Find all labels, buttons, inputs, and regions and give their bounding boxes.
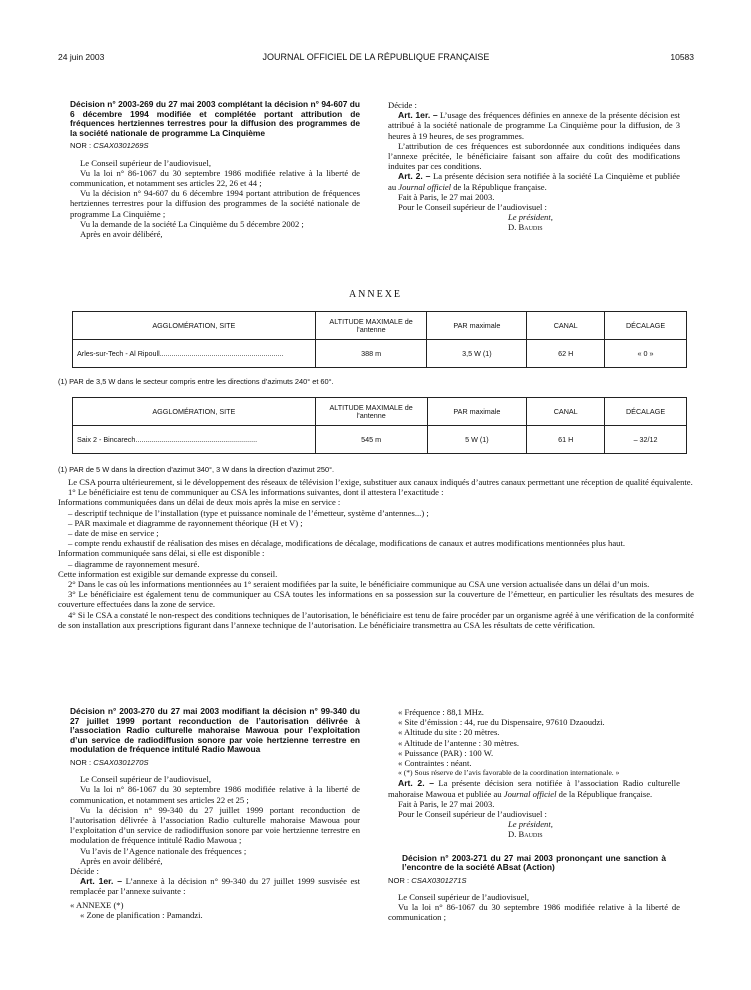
decision-270-art1: Art. 1er. – L’annexe à la décision n° 99-340 du 27 juillet 1999 susvisée est remplacée par l’annexe suivante : xyxy=(70,876,361,897)
decision-269-decide: Décide : xyxy=(388,100,417,110)
decision-269-nor: NOR : CSAX0301269S xyxy=(70,141,149,151)
table-header-row xyxy=(73,398,687,426)
annex-l1: – descriptif technique de l’installation (type et puissance nominale de l’émetteur, système d’antennes...) ; xyxy=(68,507,429,518)
cell-site: Saix 2 - Bincarech............................................................. xyxy=(73,426,316,454)
decision-270-p4: Vu l’avis de l’Agence nationale des fréquences ; xyxy=(80,845,247,856)
decision-270-art2: Art. 2. – La présente décision sera notifiée à l’association Radio culturelle mahoraise Mawoua et publiée au Journal officiel de la République française. xyxy=(388,778,680,799)
decision-269-art1-p2: L’attribution de ces fréquences est subordonnée aux conditions indiquées dans l’annexe précitée, le bénéficiaire faisant son affaire du coût des modifications induites par ces conditions. xyxy=(388,140,680,172)
cell-decalage: « 0 » xyxy=(605,340,687,368)
decision-270-annexe: « ANNEXE (*) xyxy=(70,899,124,910)
decision-269-pour: Pour le Conseil supérieur de l’audiovisuel : xyxy=(398,202,547,213)
table-header-row xyxy=(73,312,687,340)
col-header-decalage: DÉCALAGE xyxy=(605,312,687,340)
decision-269-p5: Après en avoir délibéré, xyxy=(80,229,163,239)
decision-269-p3: Vu la décision n° 94-607 du 6 décembre 1994 portant attribution de fréquences hertziennes terrestres pour la diffusion des programmes de la société nationale de programme La Cinquième ; xyxy=(70,188,360,219)
col-header-site: AGGLOMÉRATION, SITE xyxy=(73,312,316,340)
decision-270-fait: Fait à Paris, le 27 mai 2003. xyxy=(398,798,495,809)
decision-269-fait: Fait à Paris, le 27 mai 2003. xyxy=(398,191,495,202)
table-row xyxy=(73,340,687,368)
col-header-par: PAR maximale xyxy=(427,312,527,340)
annex-p7: 3° Le bénéficiaire est également tenu de communiquer au CSA toutes les informations en sa possession sur la couverture de l’émetteur, en particulier les résultats des mesures de couverture effectuées dans la zone de service. xyxy=(58,589,694,610)
annex-l3: – date de mise en service ; xyxy=(68,528,159,539)
col-header-site: AGGLOMÉRATION, SITE xyxy=(73,398,316,426)
cell-site: Arles-sur-Tech - Al Ripoull.............................................................. xyxy=(73,340,316,368)
table-1-note: (1) PAR de 3,5 W dans le secteur compris entre les directions d’azimuts 240° et 60°. xyxy=(58,377,334,386)
annex-p3: Informations communiquées dans un délai de deux mois après la mise en service : xyxy=(58,497,341,508)
col-header-par: PAR maximale xyxy=(427,398,527,426)
decision-270-title: Décision n° 2003-270 du 27 mai 2003 modifiant la décision n° 99-340 du 27 juillet 1999 portant reconduction de l’autorisation délivrée à l’association Radio culturelle mahoraise Mawoua pour l’exploitation d’un service de radiodiffusion sonore par voie hertzienne terrestre en modulation de fréquence intitulé Radio Mawoua xyxy=(70,706,360,755)
decision-270-constraints: « Contraintes : néant. xyxy=(398,758,472,769)
annexe-title: ANNEXE xyxy=(348,289,403,300)
col-header-decalage: DÉCALAGE xyxy=(605,398,687,426)
cell-altitude: 545 m xyxy=(315,426,427,454)
decision-270-decide: Décide : xyxy=(70,866,99,876)
cell-canal: 62 H xyxy=(527,340,605,368)
decision-270-reserve: « (*) Sous réserve de l’avis favorable de la coordination internationale. » xyxy=(398,768,620,778)
annex-p5: Cette information est exigible sur demande expresse du conseil. xyxy=(58,568,278,579)
annex-p8: 4° Si le CSA a constaté le non-respect des conditions techniques de l’autorisation, le bénéficiaire est tenu de faire procéder par un organisme agréé à une vérification de la conformité de son installation aux prescriptions figurant dans l’annexe technique de l’autorisation. Le bénéficiaire transmettra au CSA les résultats de cette vérification. xyxy=(58,609,694,630)
cell-par: 3,5 W (1) xyxy=(427,340,527,368)
decision-271-p2: Vu la loi n° 86-1067 du 30 septembre 1986 modifiée relative à la liberté de communication ; xyxy=(388,902,680,923)
table-2-note: (1) PAR de 5 W dans la direction d’azimut 340°, 3 W dans la direction d’azimut 250°. xyxy=(58,465,335,474)
decision-270-power: « Puissance (PAR) : 100 W. xyxy=(398,747,494,758)
decision-270-p1: Le Conseil supérieur de l’audiovisuel, xyxy=(80,774,212,785)
decision-269-art2: Art. 2. – La présente décision sera notifiée à la société La Cinquième et publiée au Journal officiel de la République française. xyxy=(388,171,680,192)
decision-270-nor: NOR : CSAX0301270S xyxy=(70,757,149,767)
frequency-table-1 xyxy=(72,311,687,368)
table-row xyxy=(73,426,687,454)
annex-p4: Information communiquée sans délai, si elle est disponible : xyxy=(58,548,265,559)
decision-269-p2: Vu la loi n° 86-1067 du 30 septembre 1986 modifiée relative à la liberté de communication, et notamment ses articles 22, 26 et 44 ; xyxy=(70,167,360,188)
decision-269-p4: Vu la demande de la société La Cinquième du 5 décembre 2002 ; xyxy=(80,218,304,229)
decision-270-right xyxy=(388,707,680,923)
decision-270-left xyxy=(70,707,360,920)
decision-269-signature: D. Baudis xyxy=(508,222,543,233)
annex-p6: 2° Dans le cas où les informations mentionnées au 1° seraient modifiées par la suite, le bénéficiaire communique au CSA une version actualisée dans un délai d’un mois. xyxy=(68,579,650,590)
header-page-number: 10583 xyxy=(670,52,694,62)
annex-l5: – diagramme de rayonnement mesuré. xyxy=(68,558,200,569)
decision-271-p1: Le Conseil supérieur de l’audiovisuel, xyxy=(398,892,530,903)
decision-269-right xyxy=(388,100,680,233)
col-header-canal: CANAL xyxy=(527,398,605,426)
frequency-table-2 xyxy=(72,397,687,454)
page-header xyxy=(58,52,694,64)
decision-270-freq: « Fréquence : 88,1 MHz. xyxy=(398,707,484,717)
decision-270-alt-antenna: « Altitude de l’antenne : 30 mètres. xyxy=(398,737,519,748)
header-journal: JOURNAL OFFICIEL DE LA RÉPUBLIQUE FRANÇAISE xyxy=(262,52,490,62)
annex-l2: – PAR maximale et diagramme de rayonnement théorique (H et V) ; xyxy=(68,517,303,528)
cell-decalage: – 32/12 xyxy=(605,426,687,454)
decision-269-left xyxy=(70,100,360,239)
decision-270-pour: Pour le Conseil supérieur de l’audiovisuel : xyxy=(398,809,547,820)
decision-269-title: Décision n° 2003-269 du 27 mai 2003 complétant la décision n° 94-607 du 6 décembre 1994 modifiée et complétée portant attribution de fréquences hertziennes terrestres pour la diffusion des programmes de la société nationale de programme La Cinquième xyxy=(70,99,360,138)
decision-270-president: Le président, xyxy=(508,819,553,830)
cell-canal: 61 H xyxy=(527,426,605,454)
header-date: 24 juin 2003 xyxy=(58,52,105,62)
decision-270-p2: Vu la loi n° 86-1067 du 30 septembre 1986 modifiée relative à la liberté de communication, et notamment ses articles 22 et 25 ; xyxy=(70,784,360,805)
decision-270-p5: Après en avoir délibéré, xyxy=(80,855,163,866)
annex-p2: 1° Le bénéficiaire est tenu de communiquer au CSA les informations suivantes, dont il attestera l’exactitude : xyxy=(68,487,444,498)
decision-270-signature: D. Baudis xyxy=(508,829,543,840)
decision-270-alt-site: « Altitude du site : 20 mètres. xyxy=(398,727,500,738)
decision-271-nor: NOR : CSAX0301271S xyxy=(388,875,467,885)
col-header-canal: CANAL xyxy=(527,312,605,340)
decision-269-art1: Art. 1er. – L’usage des fréquences définies en annexe de la présente décision est attribué à la société nationale de programme La Cinquième pour la diffusion, de 3 heures à 19 heures, de ses programmes. xyxy=(388,110,680,141)
decision-270-zone: « Zone de planification : Pamandzi. xyxy=(80,909,203,920)
col-header-altitude: ALTITUDE MAXIMALE de l’antenne xyxy=(315,312,427,340)
cell-par: 5 W (1) xyxy=(427,426,527,454)
cell-altitude: 388 m xyxy=(315,340,427,368)
annex-l4: – compte rendu exhaustif de réalisation des mises en décalage, modifications de décalage, modifications de canaux et autres modifications mentionnées plus haut. xyxy=(68,538,625,549)
annex-conditions xyxy=(58,477,694,630)
annex-p1: Le CSA pourra ultérieurement, si le développement des réseaux de télévision l’exige, substituer aux canaux indiqués d’autres canaux permettant une réception de qualité équivalente. xyxy=(68,477,693,487)
decision-271-title: Décision n° 2003-271 du 27 mai 2003 prononçant une sanction à l’encontre de la société ABsat (Action) xyxy=(402,852,666,873)
col-header-altitude: ALTITUDE MAXIMALE de l’antenne xyxy=(315,398,427,426)
decision-270-p3: Vu la décision n° 99-340 du 27 juillet 1999 portant reconduction de l’autorisation délivrée à l’association Radio culturelle mahoraise Mawoua pour l’exploitation d’un service de radiodiffusion sonore par voie hertzienne terrestre en modulation de fréquence intitulé Radio Mawoua ; xyxy=(70,804,360,846)
decision-269-president: Le président, xyxy=(508,212,553,223)
decision-270-site: « Site d’émission : 44, rue du Dispensaire, 97610 Dzaoudzi. xyxy=(398,717,605,728)
decision-269-p1: Le Conseil supérieur de l’audiovisuel, xyxy=(80,157,212,168)
